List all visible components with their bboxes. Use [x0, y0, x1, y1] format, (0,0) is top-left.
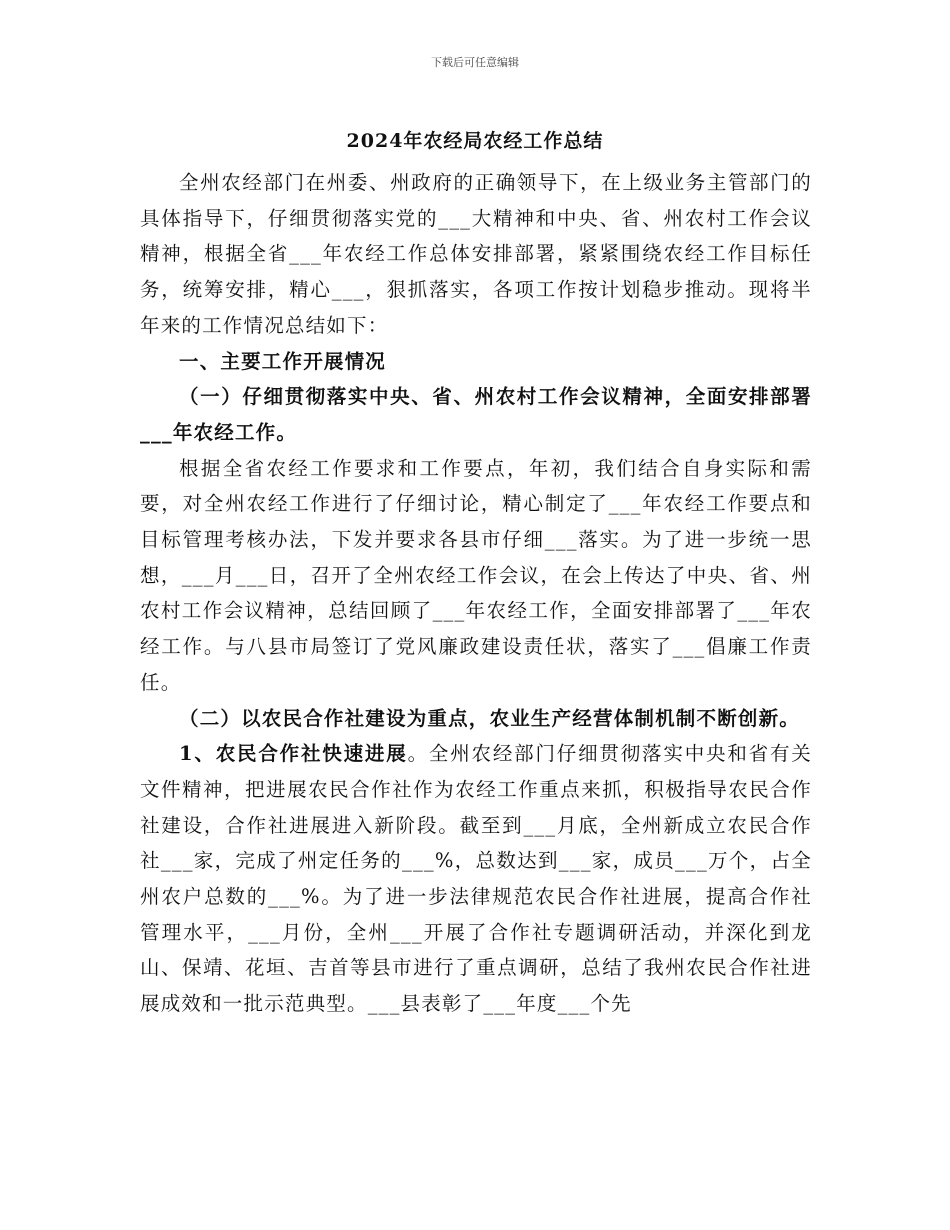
numbered-item-paragraph	[140, 736, 812, 1022]
document-body	[140, 165, 812, 1022]
document-title: 2024年农经局农经工作总结	[346, 130, 604, 152]
item-body: 。全州农经部门仔细贯彻落实中央和省有关文件精神，把进展农民合作社作为农经工作重点来抓，积极指导农民合作社建设，合作社进展进入新阶段。截至到___月底，全州新成立农民合作社___家，完成了州定任务的___%，总数达到___家，成员___万个，占全州农户总数的___%。为了进一步法律规范农民合作社进展，提高合作社管理水平，___月份，全州___开展了合作社专题调研活动，并深化到龙山、保靖、花垣、吉首等县市进行了重点调研，总结了我州农民合作社进展成效和一批示范典型。___县表彰了___年度___个先	[140, 742, 812, 1016]
item-lead: 1、农民合作社快速进展	[179, 742, 408, 766]
page-header-note: 下载后可任意编辑	[431, 56, 519, 69]
subsection-heading: （二）以农民合作社建设为重点，农业生产经营体制机制不断创新。	[179, 706, 801, 730]
section-heading: 一、主要工作开展情况	[179, 349, 387, 373]
body-paragraph: 根据全省农经工作要求和工作要点，年初，我们结合自身实际和需要，对全州农经工作进行了仔细讨论，精心制定了___年农经工作要点和目标管理考核办法，下发并要求各县市仔细___落实。为了进一步统一思想，___月___日，召开了全州农经工作会议，在会上传达了中央、省、州农村工作会议精神，总结回顾了___年农经工作，全面安排部署了___年农经工作。与八县市局签订了党风廉政建设责任状，落实了___倡廉工作责任。	[140, 456, 812, 694]
subsection-heading: （一）仔细贯彻落实中央、省、州农村工作会议精神，全面安排部署___年农经工作。	[140, 385, 812, 444]
intro-paragraph: 全州农经部门在州委、州政府的正确领导下，在上级业务主管部门的具体指导下，仔细贯彻落实党的___大精神和中央、省、州农村工作会议精神，根据全省___年农经工作总体安排部署，紧紧围绕农经工作目标任务，统筹安排，精心___，狠抓落实，各项工作按计划稳步推动。现将半年来的工作情况总结如下：	[140, 171, 812, 337]
